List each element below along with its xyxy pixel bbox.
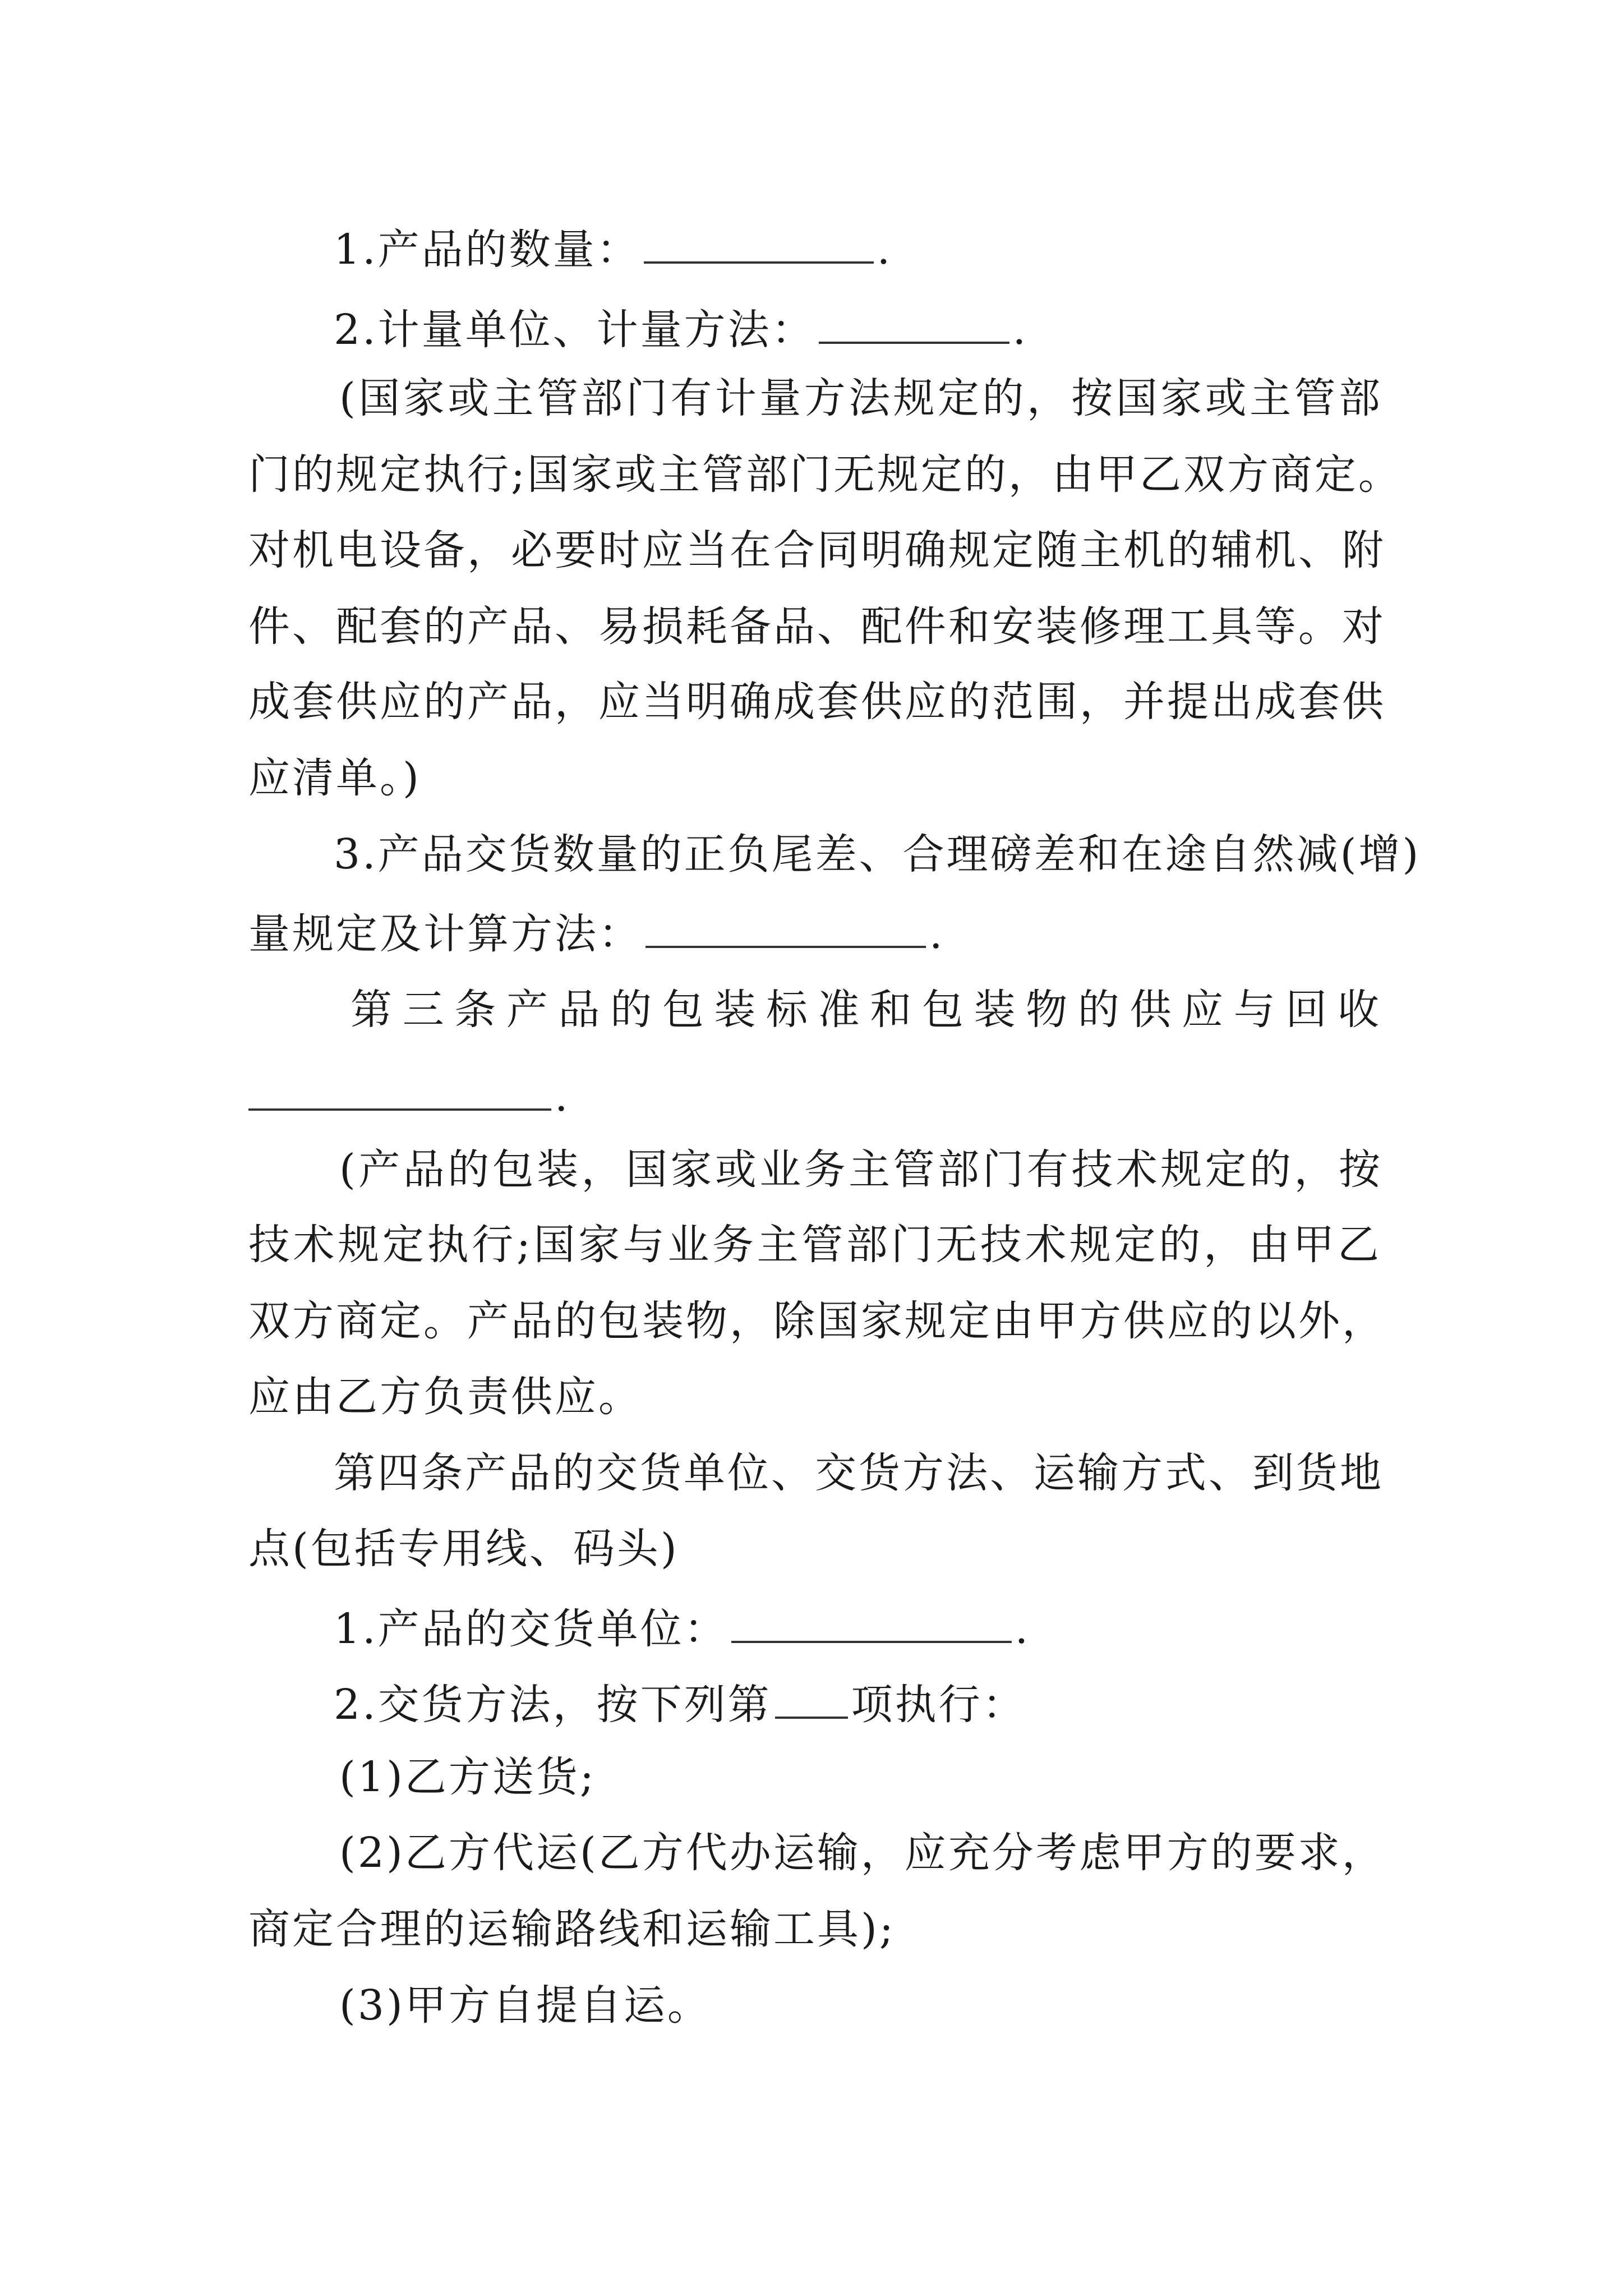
option-item: (2)乙方代运(乙方代办运输，应充分考虑甲方的要求， [339,1829,1386,1877]
paragraph-line: 门的规定执行;国家或主管部门无规定的，由甲乙双方商定。 [248,450,1402,499]
delivery-option-blank[interactable] [775,1673,848,1719]
article-four-heading: 第四条产品的交货单位、交货方法、运输方式、到货地 [334,1449,1384,1497]
paragraph-line: 商定合理的运输路线和运输工具); [248,1905,896,1953]
calc-method-label: 量规定及计算方法： [248,910,642,958]
packaging-blank[interactable] [248,1065,551,1111]
option-item: (1)乙方送货; [339,1753,596,1801]
paragraph-line: 双方商定。产品的包装物，除国家规定由甲方供应的以外， [248,1297,1386,1345]
paragraph-line: 技术规定执行;国家与业务主管部门无技术规定的，由甲乙 [248,1221,1381,1269]
delivery-unit-label: 1.产品的交货单位： [334,1605,728,1653]
unit-method-label: 2.计量单位、计量方法： [334,306,815,354]
unit-method-item: 2.计量单位、计量方法： . [334,298,1382,354]
paragraph-line: 点(包括专用线、码头) [248,1525,679,1573]
calc-method-item: 量规定及计算方法： . [248,902,1381,958]
calc-method-blank[interactable] [645,902,926,948]
delivery-unit-item: 1.产品的交货单位： . [334,1597,1382,1653]
paragraph-line: 对机电设备，必要时应当在合同明确规定随主机的辅机、附 [248,526,1386,574]
unit-method-blank[interactable] [819,298,1009,344]
paragraph-line: 3.产品交货数量的正负尾差、合理磅差和在途自然减(增) [334,830,1421,878]
delivery-method-item: 2.交货方法，按下列第 项执行： [334,1673,1382,1729]
paragraph-line: 成套供应的产品，应当明确成套供应的范围，并提出成套供 [248,678,1386,726]
paragraph-line: (产品的包装，国家或业务主管部门有技术规定的，按 [339,1145,1382,1194]
delivery-method-label: 2.交货方法，按下列第 [334,1681,772,1729]
paragraph-line: (国家或主管部门有计量方法规定的，按国家或主管部 [339,374,1382,422]
quantity-item: 1.产品的数量： . [334,218,1382,274]
quantity-label: 1.产品的数量： [334,226,640,274]
paragraph-line: 件、配套的产品、易损耗备品、配件和安装修理工具等。对 [248,602,1386,651]
packaging-item: . [248,1065,1381,1121]
paragraph-line: 应由乙方负责供应。 [248,1373,642,1421]
paragraph-line: 应清单。) [248,754,421,802]
delivery-unit-blank[interactable] [731,1597,1012,1643]
quantity-blank[interactable] [644,218,874,264]
option-item: (3)甲方自提自运。 [339,1981,711,2030]
article-three-heading: 第三条产品的包装标准和包装物的供应与回收 [351,986,1381,1034]
